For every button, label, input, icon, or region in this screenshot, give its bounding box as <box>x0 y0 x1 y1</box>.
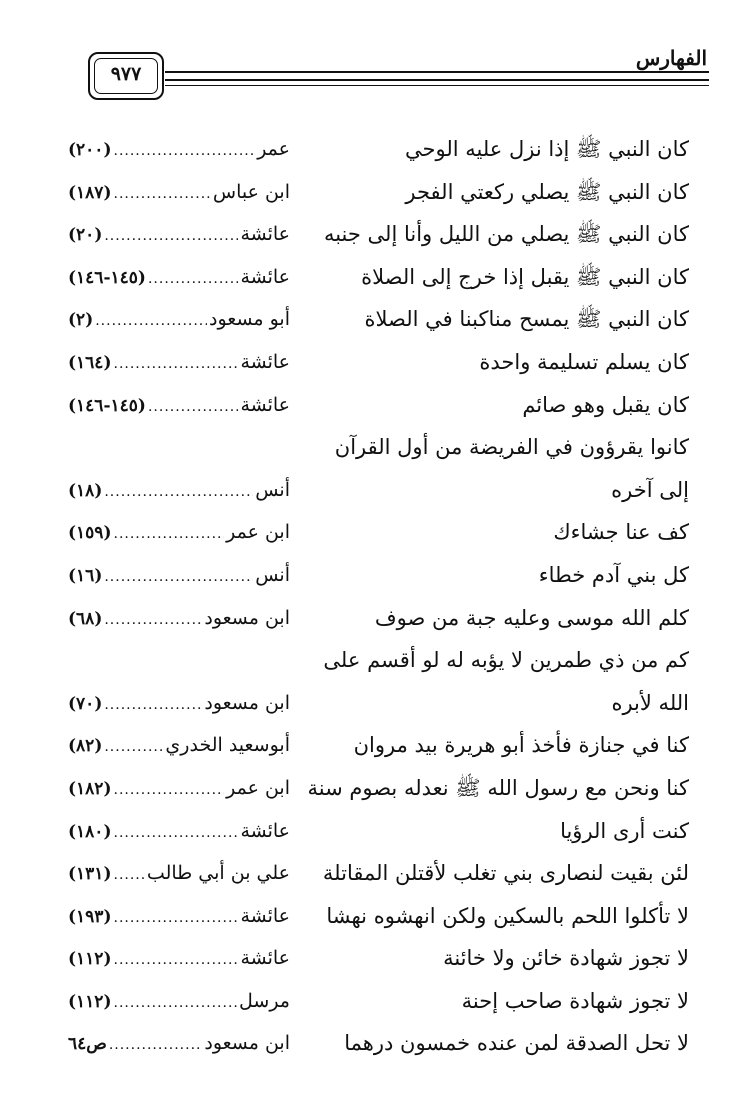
hadith-text: كان النبي ﷺ إذا نزل عليه الوحي <box>404 137 689 161</box>
narrator-name: عائشة <box>240 947 290 970</box>
hadith-text: الله لأبره <box>611 690 689 715</box>
hadith-text: لئن بقيت لنصارى بني تغلب لأقتلن المقاتلة <box>322 861 689 886</box>
hadith-reference-number: (٨٢) <box>68 736 103 757</box>
dot-leader <box>114 130 256 172</box>
source-reference <box>68 171 290 215</box>
narrator-name: عائشة <box>240 265 290 288</box>
source-reference <box>68 384 290 428</box>
index-row <box>0 937 747 980</box>
page-number-frame <box>88 52 164 100</box>
hadith-text: كل بني آدم خطاء <box>538 562 689 587</box>
source-reference <box>68 1022 290 1066</box>
index-row <box>0 554 747 597</box>
hadith-text: كنا ونحن مع رسول الله ﷺ نعدله بصوم سنة <box>307 775 689 800</box>
hadith-text: لا تجوز شهادة خائن ولا خائنة <box>443 946 689 971</box>
dot-leader <box>109 1024 203 1066</box>
narrator-name: عائشة <box>240 819 290 842</box>
index-row <box>0 171 747 214</box>
narrator-name: عمر <box>257 138 290 160</box>
dot-leader <box>95 300 207 342</box>
narrator-name: أبو مسعود <box>209 308 290 331</box>
index-row <box>0 384 747 427</box>
source-reference <box>68 724 290 768</box>
dot-leader <box>104 215 238 257</box>
hadith-text: كان يقبل وهو صائم <box>522 392 689 417</box>
hadith-reference-number: (١٨٠) <box>68 821 112 842</box>
narrator-name: ابن مسعود <box>204 1032 290 1055</box>
hadith-reference-number: (١١٢) <box>68 991 112 1012</box>
index-row <box>0 639 747 682</box>
hadith-reference-number: (١١٢) <box>68 949 112 970</box>
hadith-text: إلى آخره <box>611 477 689 502</box>
hadith-reference-number: (٢٠٠) <box>68 140 112 160</box>
hadith-text: كان النبي ﷺ يمسح مناكبنا في الصلاة <box>364 307 689 332</box>
source-reference <box>68 980 290 1024</box>
index-row <box>0 256 747 299</box>
hadith-text: كان النبي ﷺ يصلي من الليل وأنا إلى جنبه <box>323 222 689 247</box>
dot-leader <box>114 812 239 854</box>
index-row <box>0 128 747 171</box>
dot-leader <box>114 513 225 555</box>
dot-leader <box>104 599 202 641</box>
dot-leader <box>104 684 202 726</box>
hadith-text: كلم الله موسى وعليه جبة من صوف <box>374 605 689 630</box>
hadith-text: كنا في جنازة فأخذ أبو هريرة بيد مروان <box>353 733 689 758</box>
narrator-name: ابن عمر <box>226 776 290 799</box>
hadith-reference-number: (١٦٤) <box>68 352 112 373</box>
dot-leader <box>114 982 238 1024</box>
narrator-name: ابن عباس <box>212 180 290 203</box>
source-reference <box>68 128 290 172</box>
hadith-reference-number: (١٨) <box>68 480 103 501</box>
hadith-reference-number: (١٩٣) <box>68 906 112 927</box>
hadith-reference-number: (١٤٥-١٤٦) <box>68 395 146 416</box>
dot-leader <box>104 556 253 598</box>
header-rule-bottom <box>165 85 709 86</box>
index-row <box>0 724 747 767</box>
dot-leader <box>114 769 225 811</box>
dot-leader <box>104 471 253 513</box>
index-row <box>0 682 747 725</box>
hadith-reference-number: (٦٨) <box>68 608 103 629</box>
dot-leader <box>114 173 211 215</box>
hadith-reference-number: (١٦) <box>68 565 103 586</box>
source-reference <box>68 298 290 342</box>
source-reference <box>68 341 290 385</box>
index-row <box>0 426 747 469</box>
index-row <box>0 341 747 384</box>
index-row <box>0 767 747 810</box>
narrator-name: عائشة <box>240 223 290 246</box>
narrator-name: أبوسعيد الخدري <box>165 734 290 757</box>
source-reference <box>68 767 290 811</box>
hadith-reference-number: (١٣١) <box>68 864 112 885</box>
index-row <box>0 852 747 895</box>
index-row <box>0 895 747 938</box>
hadith-reference-number: (١٨٧) <box>68 182 112 203</box>
hadith-text: لا تجوز شهادة صاحب إحنة <box>461 988 689 1013</box>
source-reference <box>68 895 290 939</box>
source-reference <box>68 511 290 555</box>
source-reference <box>68 810 290 854</box>
hadith-text: كم من ذي طمرين لا يؤبه له لو أقسم على <box>323 648 689 673</box>
dot-leader <box>148 386 238 428</box>
narrator-name: عائشة <box>240 393 290 416</box>
source-reference <box>68 256 290 300</box>
dot-leader <box>114 343 239 385</box>
dot-leader <box>114 939 239 981</box>
narrator-name: أنس <box>255 478 290 501</box>
source-reference <box>68 469 290 513</box>
dot-leader <box>148 258 238 300</box>
hadith-index-list <box>0 128 747 1065</box>
hadith-reference-number: ص٦٤ <box>68 1034 107 1055</box>
index-row <box>0 980 747 1023</box>
narrator-name: عائشة <box>240 904 290 927</box>
hadith-text: كان النبي ﷺ يقبل إذا خرج إلى الصلاة <box>361 264 689 289</box>
narrator-name: ابن مسعود <box>204 691 290 714</box>
hadith-text: كف عنا جشاءك <box>553 520 689 545</box>
index-row <box>0 810 747 853</box>
source-reference <box>68 597 290 641</box>
hadith-reference-number: (١٥٩) <box>68 523 112 544</box>
hadith-text: كانوا يقرؤون في الفريضة من أول القرآن <box>334 435 689 460</box>
source-reference <box>68 213 290 257</box>
source-reference <box>68 554 290 598</box>
hadith-reference-number: (١٨٢) <box>68 778 112 799</box>
narrator-name: علي بن أبي طالب <box>146 862 290 885</box>
header-rule-top <box>165 71 709 73</box>
hadith-text: كان النبي ﷺ يصلي ركعتي الفجر <box>405 179 689 204</box>
page-number: ٩٧٧ <box>110 63 142 85</box>
index-row <box>0 469 747 512</box>
hadith-reference-number: (١٤٥-١٤٦) <box>68 267 146 288</box>
index-row <box>0 1022 747 1065</box>
source-reference <box>68 852 290 896</box>
hadith-text: لا تأكلوا اللحم بالسكين ولكن انهشوه نهشا <box>326 903 689 928</box>
hadith-text: كنت أرى الرؤيا <box>560 818 689 843</box>
header-rule-middle <box>165 79 709 81</box>
page-header <box>0 0 747 110</box>
hadith-reference-number: (٢٠) <box>68 225 103 246</box>
source-reference <box>68 937 290 981</box>
dot-leader <box>104 726 163 768</box>
index-row <box>0 511 747 554</box>
narrator-name: أنس <box>255 563 290 586</box>
narrator-name: عائشة <box>240 350 290 373</box>
narrator-name: ابن عمر <box>226 521 290 544</box>
section-title: الفهارس <box>635 46 707 70</box>
index-row <box>0 597 747 640</box>
hadith-reference-number: (٢) <box>68 310 94 331</box>
hadith-text: كان يسلم تسليمة واحدة <box>479 349 689 374</box>
dot-leader <box>114 897 239 939</box>
hadith-reference-number: (٧٠) <box>68 693 103 714</box>
index-row <box>0 213 747 256</box>
narrator-name: مرسل <box>239 989 290 1012</box>
source-reference <box>68 682 290 726</box>
dot-leader <box>114 854 145 896</box>
narrator-name: ابن مسعود <box>204 606 290 629</box>
hadith-text: لا تحل الصدقة لمن عنده خمسون درهما <box>344 1031 689 1056</box>
index-row <box>0 298 747 341</box>
